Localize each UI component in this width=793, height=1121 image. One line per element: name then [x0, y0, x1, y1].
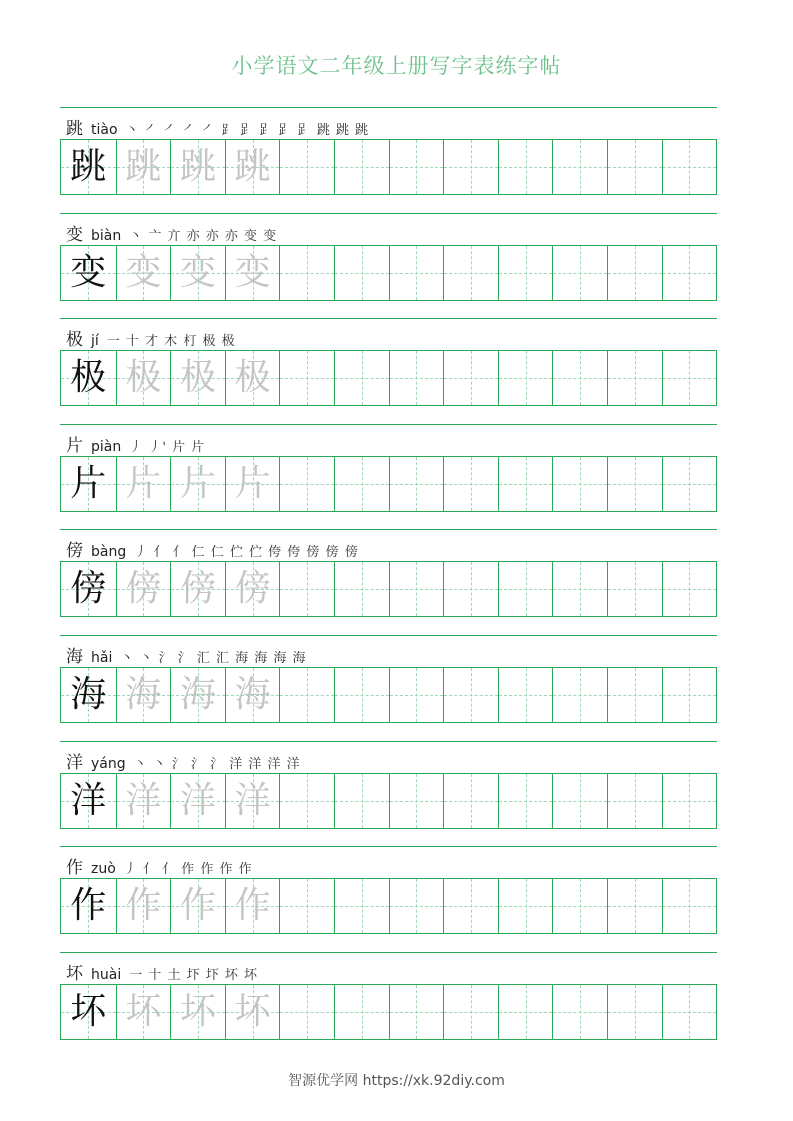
guide-line-vertical	[526, 985, 527, 1039]
header-character: 傍	[66, 541, 83, 562]
trace-character: 洋	[125, 779, 162, 821]
writing-grid	[60, 350, 717, 406]
guide-line-vertical	[362, 246, 363, 300]
trace-character-cell	[116, 140, 171, 194]
stroke-order: 一 十 土 圷 圷 坏 坏	[129, 967, 259, 983]
blank-practice-cell	[498, 774, 553, 828]
blank-practice-cell	[498, 985, 553, 1039]
writing-grid	[60, 245, 717, 301]
trace-character: 片	[234, 462, 271, 504]
guide-line-vertical	[580, 562, 581, 616]
trace-character: 作	[179, 885, 216, 927]
model-character-cell	[61, 140, 116, 194]
blank-practice-cell	[662, 879, 717, 933]
trace-character: 极	[125, 357, 162, 399]
guide-line-vertical	[580, 879, 581, 933]
blank-practice-cell	[443, 879, 498, 933]
guide-line-vertical	[307, 879, 308, 933]
trace-character-cell	[116, 668, 171, 722]
divider-line	[60, 213, 717, 214]
blank-practice-cell	[389, 985, 444, 1039]
pinyin: piàn	[91, 438, 122, 455]
guide-line-vertical	[362, 351, 363, 405]
blank-practice-cell	[334, 246, 389, 300]
blank-practice-cell	[662, 668, 717, 722]
trace-character: 海	[179, 674, 216, 715]
guide-line-vertical	[689, 351, 690, 405]
trace-character: 坏	[234, 990, 271, 1032]
blank-practice-cell	[662, 351, 717, 405]
trace-character-cell	[225, 879, 280, 933]
guide-line-vertical	[416, 774, 417, 828]
blank-practice-cell	[279, 246, 334, 300]
guide-line-vertical	[635, 668, 636, 722]
guide-line-vertical	[416, 985, 417, 1039]
blank-practice-cell	[279, 140, 334, 194]
writing-grid	[60, 456, 717, 512]
guide-line-vertical	[307, 351, 308, 405]
trace-character-cell	[170, 985, 225, 1039]
blank-practice-cell	[334, 457, 389, 511]
trace-character-cell	[170, 140, 225, 194]
guide-line-vertical	[689, 562, 690, 616]
trace-character: 作	[125, 885, 162, 927]
divider-line	[60, 318, 717, 319]
guide-line-vertical	[580, 774, 581, 828]
stroke-order: 一 十 才 木 朾 极 极	[106, 334, 236, 350]
stroke-order: 丿 丿' 片 片	[129, 439, 206, 455]
guide-line-vertical	[580, 140, 581, 194]
page-title: 小学语文二年级上册写字表练字帖	[231, 54, 562, 78]
divider-line	[60, 424, 717, 425]
pinyin: tiào	[91, 122, 118, 138]
trace-character-cell	[170, 562, 225, 616]
guide-line-vertical	[471, 140, 472, 194]
guide-line-vertical	[471, 985, 472, 1039]
trace-character-cell	[116, 985, 171, 1039]
trace-character-cell	[170, 774, 225, 828]
blank-practice-cell	[279, 457, 334, 511]
guide-line-vertical	[307, 246, 308, 300]
guide-line-vertical	[689, 457, 690, 511]
blank-practice-cell	[607, 774, 662, 828]
practice-entry	[60, 952, 717, 1052]
blank-practice-cell	[334, 140, 389, 194]
trace-character-cell	[225, 246, 280, 300]
blank-practice-cell	[607, 879, 662, 933]
header-character: 坏	[66, 963, 83, 984]
writing-grid	[60, 139, 717, 195]
entry-header	[66, 325, 236, 349]
guide-line-vertical	[416, 246, 417, 300]
practice-entry	[60, 846, 717, 946]
header-character: 变	[66, 224, 83, 245]
guide-line-vertical	[580, 668, 581, 722]
blank-practice-cell	[607, 246, 662, 300]
trace-character: 洋	[179, 779, 216, 821]
blank-practice-cell	[389, 774, 444, 828]
model-character-cell	[61, 879, 116, 933]
guide-line-vertical	[635, 140, 636, 194]
guide-line-vertical	[526, 562, 527, 616]
header-character: 跳	[66, 119, 83, 139]
trace-character: 极	[179, 357, 216, 399]
trace-character: 跳	[125, 146, 162, 187]
practice-entry	[60, 529, 717, 629]
practice-entry	[60, 213, 717, 313]
blank-practice-cell	[662, 562, 717, 616]
blank-practice-cell	[607, 562, 662, 616]
trace-character: 海	[125, 674, 162, 715]
model-character: 极	[70, 357, 107, 399]
pinyin: bàng	[91, 544, 127, 561]
footer-text: 智源优学网 https://xk.92diy.com	[288, 1073, 505, 1089]
guide-line-vertical	[526, 351, 527, 405]
trace-character-cell	[116, 351, 171, 405]
guide-line-vertical	[526, 457, 527, 511]
header-character: 海	[66, 647, 83, 667]
blank-practice-cell	[662, 140, 717, 194]
model-character: 变	[70, 251, 107, 293]
guide-line-vertical	[689, 246, 690, 300]
footer	[0, 1070, 793, 1090]
blank-practice-cell	[443, 562, 498, 616]
guide-line-vertical	[580, 351, 581, 405]
trace-character: 作	[234, 885, 271, 927]
blank-practice-cell	[279, 985, 334, 1039]
trace-character-cell	[170, 351, 225, 405]
pinyin: biàn	[91, 227, 122, 244]
trace-character: 跳	[234, 146, 271, 187]
pinyin: jí	[91, 333, 99, 350]
blank-practice-cell	[334, 562, 389, 616]
guide-line-vertical	[471, 562, 472, 616]
divider-line	[60, 635, 717, 636]
blank-practice-cell	[334, 985, 389, 1039]
guide-line-vertical	[526, 879, 527, 933]
guide-line-vertical	[416, 879, 417, 933]
guide-line-vertical	[416, 140, 417, 194]
blank-practice-cell	[443, 457, 498, 511]
guide-line-vertical	[526, 774, 527, 828]
guide-line-vertical	[526, 246, 527, 300]
blank-practice-cell	[552, 351, 607, 405]
trace-character: 傍	[125, 568, 162, 610]
blank-practice-cell	[389, 562, 444, 616]
model-character-cell	[61, 351, 116, 405]
guide-line-vertical	[635, 351, 636, 405]
guide-line-vertical	[635, 879, 636, 933]
trace-character-cell	[116, 562, 171, 616]
trace-character-cell	[170, 246, 225, 300]
guide-line-vertical	[416, 457, 417, 511]
model-character-cell	[61, 562, 116, 616]
guide-line-vertical	[307, 668, 308, 722]
entry-header	[66, 220, 277, 244]
model-character: 洋	[70, 779, 107, 821]
blank-practice-cell	[334, 668, 389, 722]
blank-practice-cell	[443, 140, 498, 194]
blank-practice-cell	[443, 668, 498, 722]
guide-line-vertical	[580, 457, 581, 511]
trace-character-cell	[116, 774, 171, 828]
blank-practice-cell	[552, 457, 607, 511]
trace-character: 傍	[179, 568, 216, 610]
trace-character-cell	[116, 457, 171, 511]
blank-practice-cell	[498, 879, 553, 933]
model-character: 片	[70, 462, 107, 504]
guide-line-vertical	[362, 457, 363, 511]
pinyin: yáng	[91, 755, 126, 772]
guide-line-vertical	[307, 562, 308, 616]
guide-line-vertical	[307, 140, 308, 194]
trace-character: 变	[125, 251, 162, 293]
trace-character: 片	[179, 462, 216, 504]
divider-line	[60, 107, 717, 108]
blank-practice-cell	[498, 457, 553, 511]
guide-line-vertical	[635, 562, 636, 616]
guide-line-vertical	[307, 774, 308, 828]
blank-practice-cell	[389, 246, 444, 300]
blank-practice-cell	[279, 774, 334, 828]
model-character: 坏	[70, 990, 107, 1032]
model-character: 跳	[70, 146, 107, 187]
writing-grid	[60, 773, 717, 829]
guide-line-vertical	[689, 879, 690, 933]
trace-character-cell	[225, 457, 280, 511]
stroke-order: 丶 丶 氵 氵 汇 汇 海 海 海 海	[120, 651, 307, 666]
pinyin: hǎi	[91, 650, 113, 666]
divider-line	[60, 952, 717, 953]
stroke-order: 丶 亠 亣 亦 亦 亦 变 变	[129, 228, 278, 244]
blank-practice-cell	[607, 351, 662, 405]
blank-practice-cell	[279, 562, 334, 616]
trace-character-cell	[225, 562, 280, 616]
header-character: 洋	[66, 752, 83, 773]
entry-header	[66, 431, 205, 455]
header-character: 片	[66, 435, 83, 456]
model-character-cell	[61, 774, 116, 828]
guide-line-vertical	[526, 668, 527, 722]
blank-practice-cell	[607, 140, 662, 194]
blank-practice-cell	[498, 140, 553, 194]
blank-practice-cell	[443, 774, 498, 828]
trace-character-cell	[225, 668, 280, 722]
blank-practice-cell	[389, 351, 444, 405]
divider-line	[60, 846, 717, 847]
guide-line-vertical	[689, 985, 690, 1039]
guide-line-vertical	[362, 668, 363, 722]
guide-line-vertical	[307, 985, 308, 1039]
blank-practice-cell	[607, 457, 662, 511]
blank-practice-cell	[662, 457, 717, 511]
guide-line-vertical	[471, 668, 472, 722]
blank-practice-cell	[389, 879, 444, 933]
guide-line-vertical	[580, 985, 581, 1039]
guide-line-vertical	[362, 140, 363, 194]
trace-character-cell	[116, 879, 171, 933]
writing-grid	[60, 984, 717, 1040]
guide-line-vertical	[362, 562, 363, 616]
writing-grid	[60, 561, 717, 617]
model-character: 海	[70, 674, 107, 715]
blank-practice-cell	[279, 668, 334, 722]
entry-header	[66, 114, 369, 138]
practice-entry	[60, 424, 717, 524]
blank-practice-cell	[389, 140, 444, 194]
entry-header	[66, 853, 253, 877]
guide-line-vertical	[471, 774, 472, 828]
trace-character: 变	[179, 251, 216, 293]
trace-character: 跳	[179, 146, 216, 187]
blank-practice-cell	[279, 351, 334, 405]
pinyin: huài	[91, 966, 122, 983]
blank-practice-cell	[498, 351, 553, 405]
blank-practice-cell	[552, 246, 607, 300]
header-character: 作	[66, 858, 83, 879]
blank-practice-cell	[607, 668, 662, 722]
guide-line-vertical	[689, 140, 690, 194]
trace-character-cell	[170, 879, 225, 933]
guide-line-vertical	[362, 879, 363, 933]
blank-practice-cell	[389, 668, 444, 722]
guide-line-vertical	[689, 774, 690, 828]
trace-character: 傍	[234, 568, 271, 610]
trace-character-cell	[170, 668, 225, 722]
guide-line-vertical	[471, 457, 472, 511]
trace-character: 极	[234, 357, 271, 399]
guide-line-vertical	[416, 668, 417, 722]
blank-practice-cell	[552, 879, 607, 933]
stroke-order: 丶 丶 氵 氵 氵 洋 洋 洋 洋	[133, 756, 301, 772]
writing-grid	[60, 878, 717, 934]
divider-line	[60, 741, 717, 742]
trace-character-cell	[170, 457, 225, 511]
guide-line-vertical	[416, 562, 417, 616]
blank-practice-cell	[498, 562, 553, 616]
entry-header	[66, 536, 359, 560]
entry-header	[66, 959, 258, 983]
blank-practice-cell	[498, 246, 553, 300]
model-character-cell	[61, 457, 116, 511]
blank-practice-cell	[662, 246, 717, 300]
blank-practice-cell	[443, 351, 498, 405]
entry-header	[66, 642, 307, 666]
guide-line-vertical	[471, 351, 472, 405]
stroke-order: 丿 亻 亻 作 作 作 作	[123, 862, 253, 878]
practice-entry	[60, 318, 717, 418]
blank-practice-cell	[334, 774, 389, 828]
guide-line-vertical	[362, 774, 363, 828]
guide-line-vertical	[635, 457, 636, 511]
trace-character: 洋	[234, 779, 271, 821]
guide-line-vertical	[526, 140, 527, 194]
blank-practice-cell	[552, 985, 607, 1039]
stroke-order: 丶 ㇒ ㇒ ㇒ ㇒ ⻊ 𧾷 𧾷 𧾷 𧾷 跳 跳 跳	[125, 123, 370, 138]
trace-character-cell	[116, 246, 171, 300]
guide-line-vertical	[362, 985, 363, 1039]
blank-practice-cell	[552, 140, 607, 194]
blank-practice-cell	[662, 774, 717, 828]
guide-line-vertical	[635, 985, 636, 1039]
blank-practice-cell	[443, 985, 498, 1039]
trace-character-cell	[225, 985, 280, 1039]
divider-line	[60, 529, 717, 530]
practice-entry	[60, 635, 717, 735]
guide-line-vertical	[580, 246, 581, 300]
trace-character: 坏	[179, 990, 216, 1032]
model-character-cell	[61, 668, 116, 722]
guide-line-vertical	[635, 246, 636, 300]
practice-entry	[60, 107, 717, 207]
guide-line-vertical	[689, 668, 690, 722]
trace-character: 海	[234, 674, 271, 715]
blank-practice-cell	[498, 668, 553, 722]
blank-practice-cell	[662, 985, 717, 1039]
blank-practice-cell	[552, 668, 607, 722]
blank-practice-cell	[279, 879, 334, 933]
practice-entry	[60, 741, 717, 841]
model-character: 傍	[70, 568, 107, 610]
stroke-order: 丿 亻 亻 仁 仁 伫 伫 侉 侉 傍 傍 傍	[134, 545, 359, 561]
blank-practice-cell	[334, 351, 389, 405]
guide-line-vertical	[307, 457, 308, 511]
blank-practice-cell	[443, 246, 498, 300]
model-character: 作	[70, 885, 107, 927]
trace-character-cell	[225, 774, 280, 828]
pinyin: zuò	[91, 861, 116, 878]
guide-line-vertical	[471, 879, 472, 933]
guide-line-vertical	[635, 774, 636, 828]
writing-grid	[60, 667, 717, 723]
model-character-cell	[61, 985, 116, 1039]
blank-practice-cell	[552, 774, 607, 828]
guide-line-vertical	[471, 246, 472, 300]
blank-practice-cell	[552, 562, 607, 616]
model-character-cell	[61, 246, 116, 300]
blank-practice-cell	[334, 879, 389, 933]
guide-line-vertical	[416, 351, 417, 405]
blank-practice-cell	[389, 457, 444, 511]
header-character: 极	[66, 330, 83, 351]
blank-practice-cell	[607, 985, 662, 1039]
trace-character-cell	[225, 351, 280, 405]
trace-character: 坏	[125, 990, 162, 1032]
trace-character-cell	[225, 140, 280, 194]
trace-character: 片	[125, 462, 162, 504]
trace-character: 变	[234, 251, 271, 293]
entry-header	[66, 748, 301, 772]
